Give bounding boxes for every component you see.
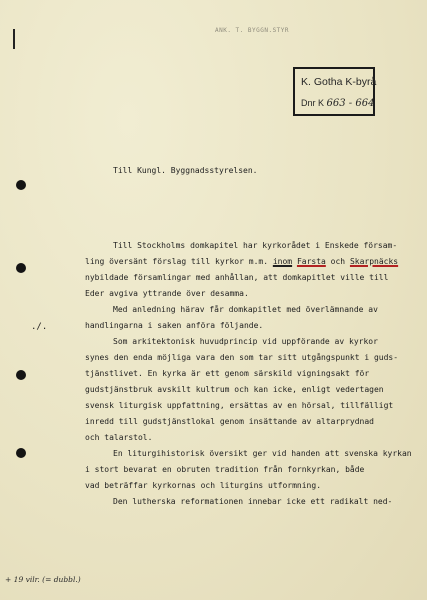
punch-hole xyxy=(16,448,26,458)
underlined-word: inom xyxy=(272,257,293,266)
body-line xyxy=(85,433,152,443)
stamp-dnr-label: Dnr K xyxy=(301,98,325,108)
margin-note: ./. xyxy=(31,322,48,332)
archive-header-mark: ANK. T. BYGGN.STYR xyxy=(215,27,290,34)
body-text-segment: ling översänt förslag till kyrkor m.m. xyxy=(85,257,273,266)
body-text-segment: En liturgihistorisk översikt ger vid handen att svenska kyrkan xyxy=(113,449,412,458)
body-line xyxy=(85,385,384,395)
body-text-segment: gudstjänstbruk avskilt kultrum och kan icke, enligt vedertagen xyxy=(85,385,384,394)
body-text-segment: Den lutherska reformationen innebar icke ett radikalt ned- xyxy=(113,497,393,506)
body-text-segment: tjänstlivet. En kyrka är ett genom särskild vigningsakt för xyxy=(85,369,370,378)
body-line xyxy=(85,353,398,363)
addressee-line: Till Kungl. Byggnadsstyrelsen. xyxy=(113,166,258,175)
body-text-segment: Med anledning härav får domkapitlet med överlämnande av xyxy=(113,305,378,314)
body-text-segment: svensk liturgisk uppfattning, ersättas av en hörsal, tillfälligt xyxy=(85,401,394,410)
body-line xyxy=(85,289,249,299)
body-line xyxy=(113,241,397,251)
body-line xyxy=(113,497,392,507)
body-line xyxy=(85,369,369,379)
body-line xyxy=(85,257,398,267)
handwritten-footer-note: + 19 vilr. (= dubbl.) xyxy=(5,575,81,584)
body-line xyxy=(85,417,374,427)
punch-hole xyxy=(16,180,26,190)
punch-hole xyxy=(16,370,26,380)
registry-stamp xyxy=(293,67,375,116)
body-text-segment: vad beträffar kyrkornas och liturgins utformning. xyxy=(85,481,322,490)
punch-hole xyxy=(16,263,26,273)
body-text-segment: handlingarna i saken anföra följande. xyxy=(85,321,264,330)
stamp-dnr xyxy=(301,98,374,109)
body-line xyxy=(85,401,393,411)
body-line xyxy=(85,465,364,475)
body-text-segment: nybildade församlingar med anhållan, att domkapitlet ville till xyxy=(85,273,389,282)
margin-pencil-mark xyxy=(13,29,15,49)
stamp-title: K. Gotha K-byrå xyxy=(301,76,377,88)
body-text-segment: i stort bevarat en obruten tradition från fornkyrkan, både xyxy=(85,465,365,474)
body-line xyxy=(113,337,378,347)
body-text-segment: Till Stockholms domkapitel har kyrkorådet i Enskede försam- xyxy=(113,241,398,250)
body-line xyxy=(113,449,412,459)
body-text-segment: inredd till gudstjänstlokal genom insättande av altarprydnad xyxy=(85,417,374,426)
underlined-word: Farsta xyxy=(296,257,326,266)
body-line xyxy=(85,481,321,491)
underlined-word: Skarpnäcks xyxy=(349,257,399,266)
body-text-segment: och talarstol. xyxy=(85,433,153,442)
body-line xyxy=(113,305,378,315)
body-line xyxy=(85,273,388,283)
body-text-segment: Som arkitektonisk huvudprincip vid uppförande av kyrkor xyxy=(113,337,378,346)
body-line xyxy=(85,321,263,331)
body-text-segment: synes den enda möjliga vara den som tar sitt utgångspunkt i guds- xyxy=(85,353,399,362)
body-text-segment: och xyxy=(325,257,350,266)
stamp-dnr-value: 663 - 664 xyxy=(326,98,375,109)
body-text-segment: Eder avgiva yttrande över desamma. xyxy=(85,289,249,298)
